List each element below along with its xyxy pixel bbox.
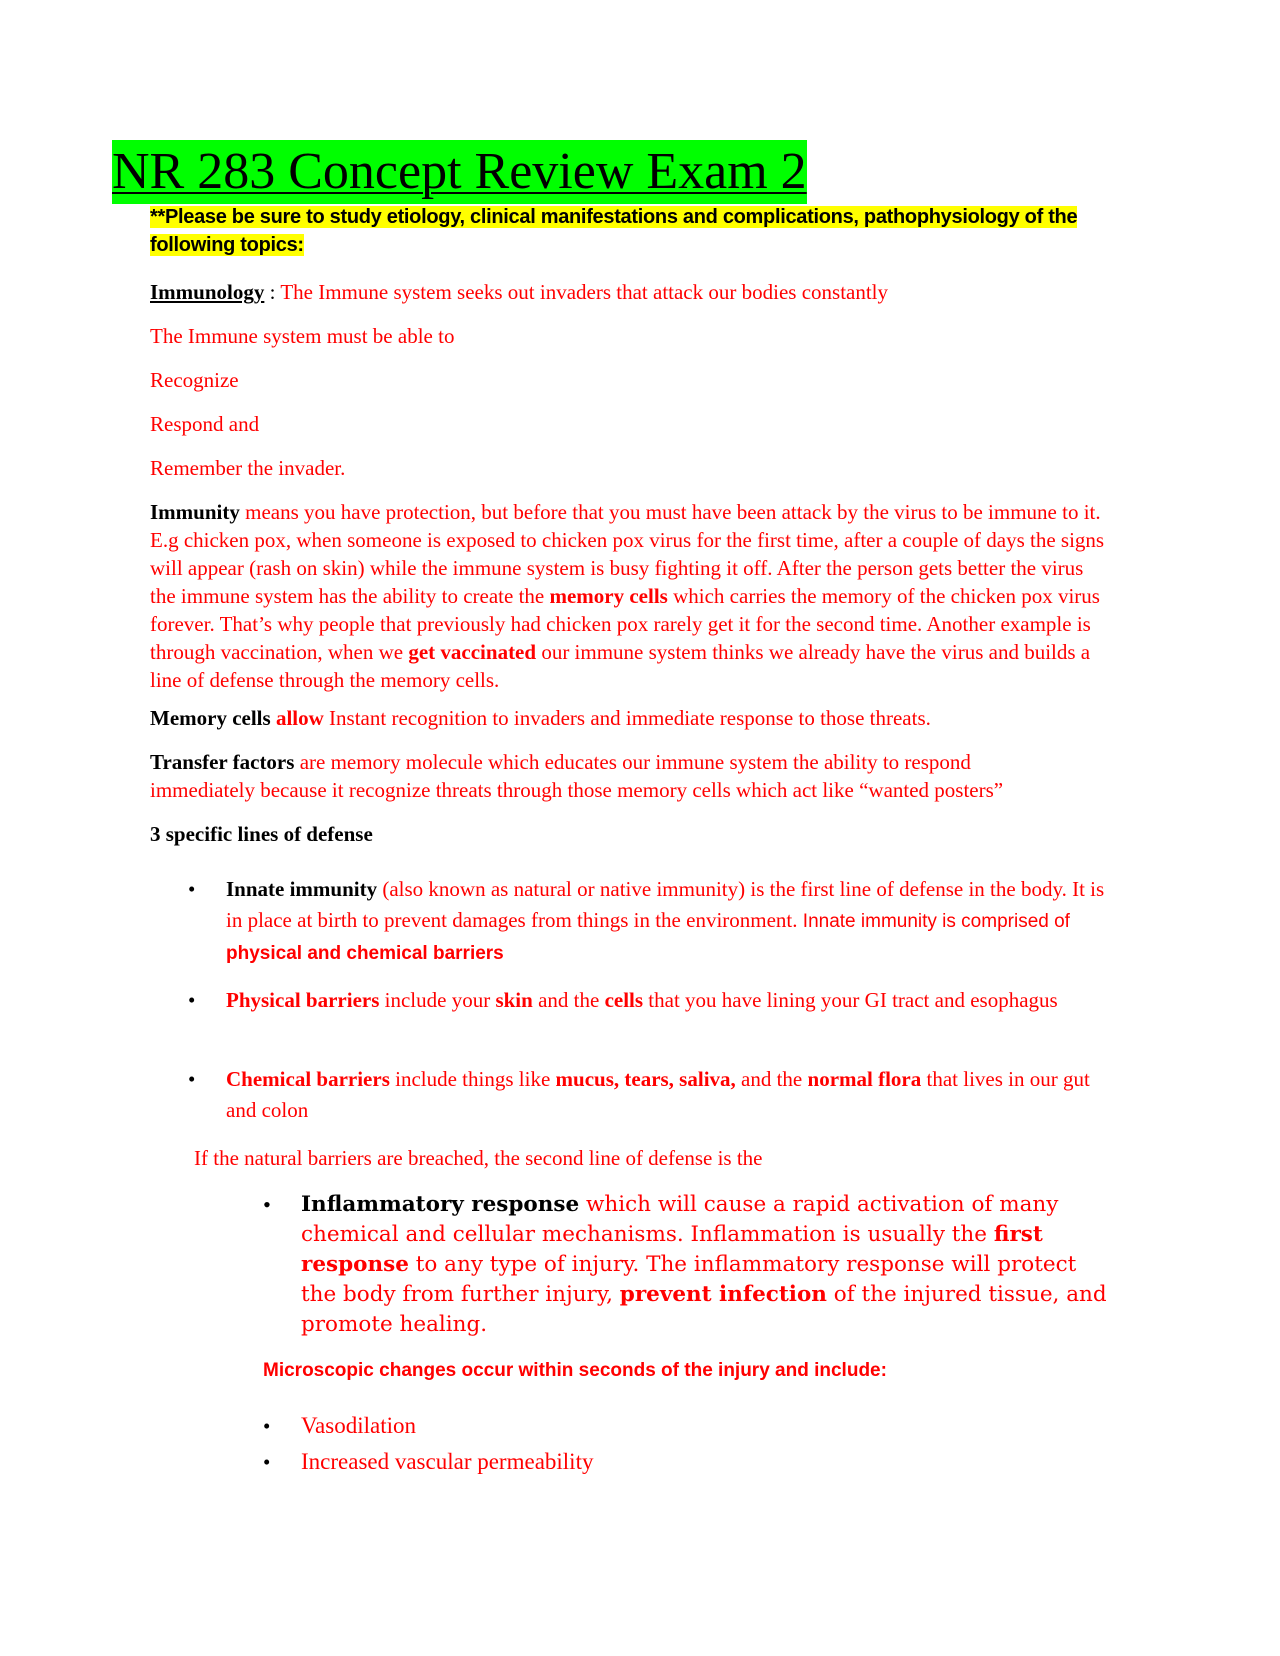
immunity-text-1: means you have protection, but before that you must have been attack by the virus to be immune to it. E.g chicken pox, when someone is exposed to chicken pox virus for the first time, after a couple of days the signs will appear (rash on skin) while the immune system is busy fighting it off. After the person gets better the virus the immune system has the ability to create the [150,500,1105,608]
immunity-bold-memory-cells: memory cells [549,584,668,608]
chemical-bold-normal-flora: normal flora [807,1067,922,1091]
memory-cells-text: Instant recognition to invaders and immediate response to those threats. [323,706,931,730]
chemical-barriers-text [226,1064,1106,1126]
microscopic-changes-heading: Microscopic changes occur within seconds of the injury and include: [263,1360,887,1381]
immunity-paragraph [150,498,1105,694]
innate-text-2: Innate immunity is comprised of [797,911,1070,932]
immunity-text-2: which carries the memory of the chicken pox virus forever. That’s why people that previously had chicken pox rarely get it for the second time. Another example is through vaccination, when we [150,584,1100,664]
inflammatory-response-text [301,1190,1111,1340]
immunology-separator: : [264,280,281,304]
transfer-factors-text: are memory molecule which educates our immune system the ability to respond immediately because it recognize threats through those memory cells which act like “wanted posters” [150,750,1004,802]
study-note [150,203,1130,259]
memory-cells-allow: allow [275,706,324,730]
remember-line: Remember the invader. [150,456,346,480]
second-line-text: If the natural barriers are breached, the second line of defense is the [194,1146,763,1170]
immunology-paragraph [150,278,1110,306]
innate-term: Innate immunity [226,877,378,901]
must-be-able-line: The Immune system must be able to [150,324,455,348]
inflammatory-bold-prevent-infection: prevent infection [619,1282,827,1307]
inflammatory-bold-first-response: first response [301,1222,1043,1277]
physical-text-2: and the [532,988,605,1012]
bullet-symbol: • [263,1450,271,1474]
physical-barriers-text [226,985,1086,1016]
innate-bold-barriers: physical and chemical barriers [226,943,504,964]
physical-text-3: that you have lining your GI tract and esophagus [643,988,1058,1012]
lines-of-defense-heading [150,820,1110,848]
document-title: NR 283 Concept Review Exam 2 [112,140,807,204]
innate-immunity-text [226,874,1111,969]
inflammatory-term: Inflammatory response [301,1192,580,1217]
innate-text-1: (also known as natural or native immunity) is the first line of defense in the body. It is in place at birth to prevent damages from things in the environment. [226,877,1105,932]
inflammatory-text-2: to any type of injury. The inflammatory response will protect the body from further injury, [301,1252,1077,1307]
chemical-text-3: that lives in our gut and colon [226,1067,1090,1122]
chemical-term: Chemical barriers [226,1067,390,1091]
inflammatory-text-1: which will cause a rapid activation of many chemical and cellular mechanisms. Inflammation is usually the [301,1192,1059,1247]
transfer-factors-paragraph [150,748,1080,804]
chemical-text-1: include things like [389,1067,556,1091]
bullet-symbol: • [188,877,196,901]
chemical-bold-fluids: mucus, tears, saliva, [555,1067,736,1091]
lines-of-defense-heading-text: 3 specific lines of defense [150,822,373,846]
recognize-line: Recognize [150,368,239,392]
study-note-text: **Please be sure to study etiology, clinical manifestations and complications, pathophysiology of the following topics: [150,206,1078,256]
transfer-factors-term: Transfer factors [150,750,295,774]
physical-term: Physical barriers [226,988,380,1012]
respond-line: Respond and [150,412,260,436]
immunity-term: Immunity [150,500,240,524]
physical-bold-skin: skin [495,988,533,1012]
immunity-text-3: our immune system thinks we already have the virus and builds a line of defense through the memory cells. [150,640,1091,692]
bullet-symbol: • [263,1414,271,1438]
bullet-symbol: • [188,1067,196,1091]
immunity-bold-get-vaccinated: get vaccinated [408,640,537,664]
inflammatory-text-3: of the injured tissue, and promote healing. [301,1282,1107,1337]
immunology-text: The Immune system seeks out invaders that attack our bodies constantly [280,280,889,304]
immunology-heading: Immunology [150,280,265,304]
bullet-symbol: • [263,1192,271,1217]
bullet-symbol: • [188,988,196,1012]
physical-text-1: include your [379,988,496,1012]
memory-cells-paragraph [150,704,1110,732]
chemical-text-2: and the [735,1067,808,1091]
physical-bold-cells: cells [604,988,644,1012]
microscopic-item-text: Vasodilation [301,1413,416,1438]
microscopic-item-text: Increased vascular permeability [301,1449,594,1474]
memory-cells-term: Memory cells [150,706,271,730]
